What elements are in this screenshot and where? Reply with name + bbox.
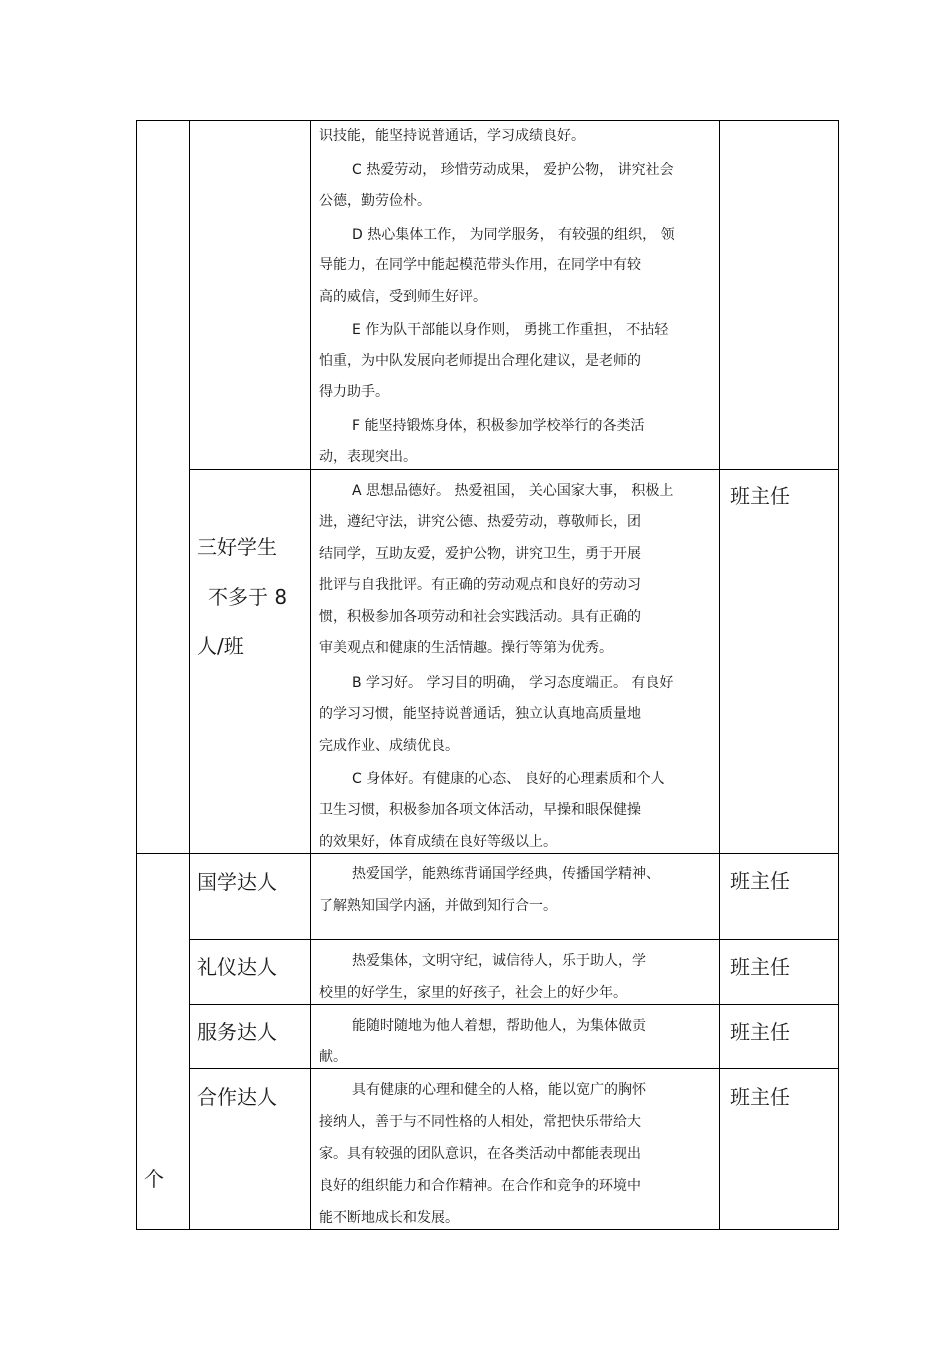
sanhao-title-line3: 人/班 [197, 634, 244, 658]
sanhao-title-line1: 三好学生 [197, 535, 277, 559]
criteria-line: 良好的组织能力和合作精神。在合作和竞争的环境中 [319, 1178, 641, 1194]
section2-label: 个 [144, 1167, 164, 1191]
criteria-line: 热爱集体，文明守纪，诚信待人，乐于助人，学 [352, 953, 646, 969]
criteria-line: D 热心集体工作， 为同学服务， 有较强的组织， 领 [352, 227, 675, 243]
criteria-line: 识技能，能坚持说普通话，学习成绩良好。 [319, 128, 585, 144]
criteria-line: 接纳人，善于与不同性格的人相处，常把快乐带给大 [319, 1114, 641, 1130]
liyi-title: 礼仪达人 [197, 955, 277, 979]
criteria-line: A 思想品德好。 热爱祖国， 关心国家大事， 积极上 [352, 483, 674, 499]
criteria-line: 结同学，互助友爱，爱护公物，讲究卫生，勇于开展 [319, 546, 641, 562]
criteria-line: 完成作业、成绩优良。 [319, 738, 459, 754]
criteria-line: C 身体好。有健康的心态、 良好的心理素质和个人 [352, 771, 665, 787]
criteria-line: 能不断地成长和发展。 [319, 1210, 459, 1226]
criteria-line: 的效果好，体育成绩在良好等级以上。 [319, 834, 557, 850]
criteria-line: 卫生习惯，积极参加各项文体活动，早操和眼保健操 [319, 802, 641, 818]
criteria-line: 高的威信，受到师生好评。 [319, 289, 487, 305]
criteria-line: 能随时随地为他人着想，帮助他人，为集体做贡 [352, 1018, 646, 1034]
criteria-line: 校里的好学生，家里的好孩子，社会上的好少年。 [319, 985, 627, 1001]
criteria-line: 公德，勤劳俭朴。 [319, 193, 431, 209]
criteria-line: 动，表现突出。 [319, 449, 417, 465]
hezuo-title: 合作达人 [197, 1085, 277, 1109]
liyi-responsible: 班主任 [730, 955, 790, 979]
hezuo-responsible: 班主任 [730, 1085, 790, 1109]
fuwu-responsible: 班主任 [730, 1020, 790, 1044]
criteria-line: 的学习习惯，能坚持说普通话，独立认真地高质量地 [319, 706, 641, 722]
criteria-line: 怕重，为中队发展向老师提出合理化建议，是老师的 [319, 353, 641, 369]
criteria-line: 献。 [319, 1049, 347, 1065]
criteria-line: B 学习好。 学习目的明确， 学习态度端正。 有良好 [352, 675, 674, 691]
criteria-line: 得力助手。 [319, 384, 389, 400]
criteria-line: 导能力，在同学中能起模范带头作用，在同学中有较 [319, 257, 641, 273]
guoxue-responsible: 班主任 [730, 869, 790, 893]
guoxue-title: 国学达人 [197, 870, 277, 894]
sanhao-title-line2: 不多于 8 [208, 585, 288, 609]
criteria-line: 了解熟知国学内涵，并做到知行合一。 [319, 898, 557, 914]
criteria-line: 具有健康的心理和健全的人格，能以宽广的胸怀 [352, 1082, 646, 1098]
criteria-line: 惯，积极参加各项劳动和社会实践活动。具有正确的 [319, 609, 641, 625]
criteria-line: F 能坚持锻炼身体，积极参加学校举行的各类活 [352, 418, 645, 434]
criteria-line: C 热爱劳动， 珍惜劳动成果， 爱护公物， 讲究社会 [352, 162, 674, 178]
criteria-line: 审美观点和健康的生活情趣。操行等第为优秀。 [319, 640, 613, 656]
fuwu-title: 服务达人 [197, 1020, 277, 1044]
criteria-line: 进，遵纪守法，讲究公德、热爱劳动，尊敬师长，团 [319, 514, 641, 530]
criteria-line: E 作为队干部能以身作则， 勇挑工作重担， 不拈轻 [352, 322, 669, 338]
criteria-line: 热爱国学，能熟练背诵国学经典，传播国学精神、 [352, 866, 660, 882]
criteria-line: 批评与自我批评。有正确的劳动观点和良好的劳动习 [319, 577, 641, 593]
criteria-line: 家。具有较强的团队意识，在各类活动中都能表现出 [319, 1146, 641, 1162]
sanhao-responsible: 班主任 [730, 484, 790, 508]
